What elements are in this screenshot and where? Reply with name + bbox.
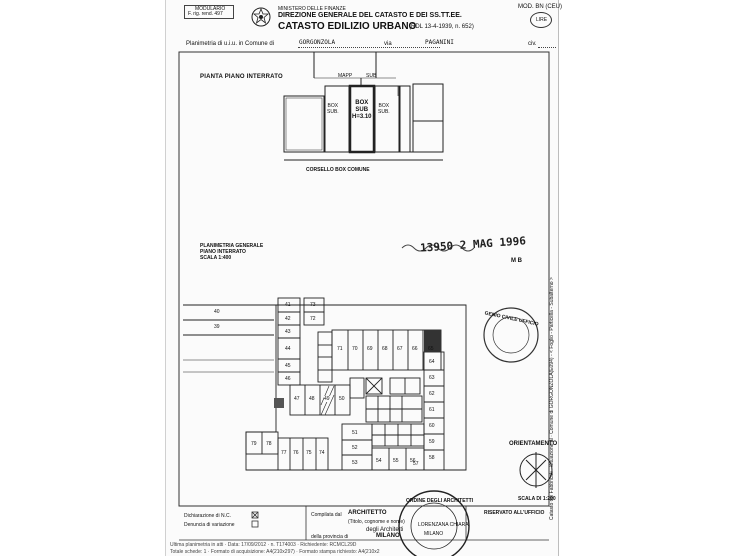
received-stamp: 13950 2 MAG 1996	[419, 234, 527, 255]
floor-plan-title: PIANTA PIANO INTERRATO	[200, 74, 283, 80]
round-stamp-text: GENIO CIVILE UFFICIO	[483, 310, 540, 328]
ministry-label: MINISTERO DELLE FINANZE	[278, 6, 346, 12]
unit-44: 44	[285, 346, 291, 352]
unit-52: 52	[352, 445, 358, 451]
unit-55: 55	[393, 458, 399, 464]
bottom-line-1: Ultima planimetria in atti · Data: 17/09/2012 · n. T174003 · Richiedente: RCMCL29D	[170, 542, 357, 548]
general-plan-title	[200, 243, 263, 261]
catasto-title: CATASTO EDILIZIO URBANO	[278, 21, 417, 32]
province-label: della provincia di	[311, 534, 349, 540]
unit-64: 64	[429, 359, 435, 365]
unit-73: 73	[310, 302, 316, 308]
unit-43: 43	[285, 329, 291, 335]
unit-70: 70	[352, 346, 358, 352]
modulario-code: F. rig. rend. 497	[188, 11, 223, 17]
scale-label: SCALA DI 1:200	[518, 496, 556, 502]
catasto-sheet	[165, 0, 562, 556]
unit-42: 42	[285, 316, 291, 322]
unit-71: 71	[337, 346, 343, 352]
mapp-label: MAPP	[338, 73, 353, 79]
unit-59: 59	[429, 439, 435, 445]
received-stamp-sub: M B	[511, 258, 522, 264]
unit-45: 45	[285, 363, 291, 369]
riservato-label: RISERVATO ALL'UFFICIO	[484, 510, 545, 516]
box-main-2: SUB	[355, 107, 369, 113]
unit-79: 79	[251, 441, 257, 447]
unit-74: 74	[319, 450, 325, 456]
box-sub-left-2: SUB.	[327, 109, 339, 115]
modulario-label: MODULARIO	[195, 6, 226, 12]
name-hint: (Titolo, cognome e nome)	[348, 519, 405, 525]
unit-78: 78	[266, 441, 272, 447]
orientation-label: ORIENTAMENTO	[509, 441, 558, 447]
profession-value: ARCHITETTO	[348, 510, 387, 516]
seal-text: ORDINE DEGLI ARCHITETTI	[406, 498, 474, 504]
unit-50: 50	[339, 396, 345, 402]
unit-65: 65	[428, 346, 434, 352]
sub-label: SUB	[366, 73, 377, 79]
unit-67: 67	[397, 346, 403, 352]
direction-label: DIREZIONE GENERALE DEL CATASTO E DEI SS.TT.EE.	[278, 12, 462, 19]
bottom-line-2: Totale schede: 1 · Formato di acquisizione: A4(210x297) · Formato stampa richiesto: A4(210x2	[170, 549, 380, 555]
unit-41: 41	[285, 302, 291, 308]
unit-56: 56	[410, 458, 416, 464]
unit-60: 60	[429, 423, 435, 429]
unit-68: 68	[382, 346, 388, 352]
box-main-3: H=3.10	[352, 114, 372, 120]
unit-75: 75	[306, 450, 312, 456]
unit-77: 77	[281, 450, 287, 456]
unit-58: 58	[429, 455, 435, 461]
unit-53: 53	[352, 460, 358, 466]
law-reference: (RDL 13-4-1939, n. 652)	[409, 24, 474, 30]
unit-48: 48	[309, 396, 315, 402]
unit-54: 54	[376, 458, 382, 464]
city-value: MILANO	[376, 533, 400, 539]
unit-57: 57	[413, 461, 419, 467]
civ-label: civ.	[528, 41, 537, 47]
unit-49: 49	[324, 396, 330, 402]
box-sub-right-1: BOX	[378, 103, 390, 109]
seal-city: MILANO	[424, 531, 444, 537]
box-sub-left-1: BOX	[327, 103, 339, 109]
unit-47: 47	[294, 396, 300, 402]
unit-39: 39	[214, 324, 220, 330]
seal-name: LORENZANA CHIARA	[418, 522, 469, 528]
via-label: via	[384, 41, 392, 47]
model-code: MOD. BN (CEU)	[518, 4, 562, 10]
dichiarazione-label: Dichiarazione di N.C.	[184, 513, 231, 519]
box-main-label	[352, 100, 372, 121]
side-reference-text: Catasto dei Fabbricati - Situazione al · Comune di GORGONZOLA(E094) - < Foglio - Particella - Subalterno >	[549, 277, 555, 520]
compilata-label: Compilata dal	[311, 512, 342, 518]
box-main-1: BOX	[355, 100, 369, 106]
unit-72: 72	[310, 316, 316, 322]
order-value: degli Architetti	[366, 527, 404, 533]
drawing-linework	[166, 0, 558, 556]
unit-76: 76	[293, 450, 299, 456]
unit-69: 69	[367, 346, 373, 352]
unit-51: 51	[352, 430, 358, 436]
general-plan-title-3: SCALA 1:400	[200, 255, 232, 261]
corridor-label: CORSELLO BOX COMUNE	[306, 167, 370, 173]
planimetria-prefix: Planimetria di u.i.u. in Comune di	[186, 41, 275, 47]
unit-63: 63	[429, 375, 435, 381]
general-plan-title-2: PIANO INTERRATO	[200, 249, 246, 255]
compass-icon	[520, 452, 552, 488]
unit-61: 61	[429, 407, 435, 413]
comune-value: GORGONZOLA	[299, 39, 336, 46]
unit-46: 46	[285, 376, 291, 382]
unit-66: 66	[412, 346, 418, 352]
unit-40: 40	[214, 309, 220, 315]
box-sub-right-2: SUB.	[378, 109, 390, 115]
denuncia-label: Denuncia di variazione	[184, 522, 235, 528]
box-sub-right	[378, 103, 390, 115]
general-plan-title-1: PLANIMETRIA GENERALE	[200, 243, 264, 249]
lire-badge-text: LIRE	[536, 17, 548, 23]
via-value: PAGANINI	[425, 39, 454, 46]
box-sub-left	[327, 103, 339, 115]
unit-62: 62	[429, 391, 435, 397]
